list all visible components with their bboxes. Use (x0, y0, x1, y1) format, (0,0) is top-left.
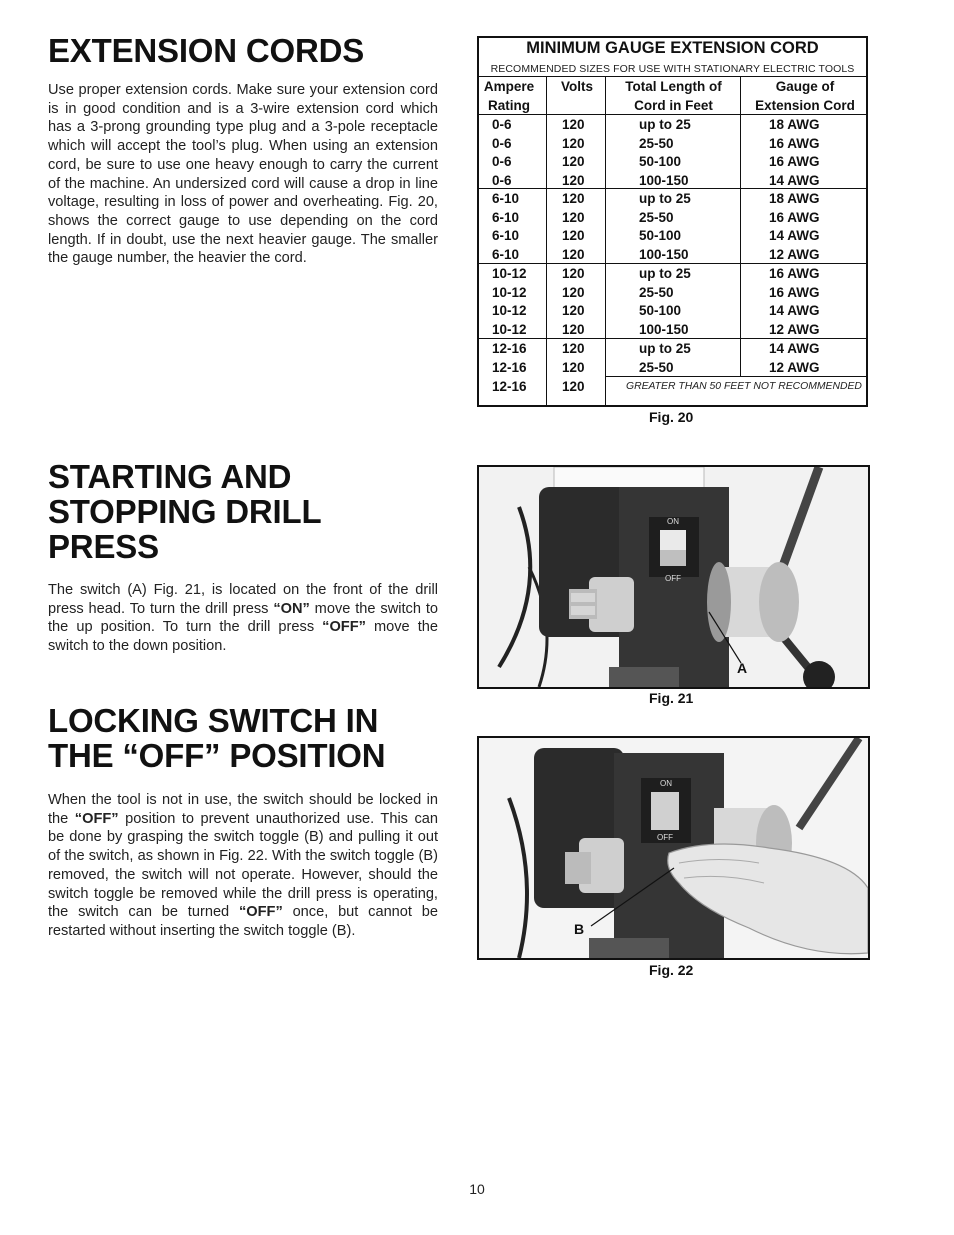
callout-b: B (574, 921, 585, 937)
table-cell: 100-150 (639, 246, 689, 262)
switch-on-label: ON (667, 517, 679, 526)
table-cell: 50-100 (639, 154, 682, 170)
table-cell: 100-150 (639, 172, 689, 188)
table-cell: 120 (562, 246, 585, 262)
table-cell: 12-16 (492, 359, 527, 375)
table-cell: 120 (562, 284, 585, 300)
table-cell: 12 AWG (769, 321, 820, 337)
figure-caption-20: Fig. 20 (649, 409, 694, 425)
table-cell: 120 (562, 172, 585, 188)
table-cell: 120 (562, 379, 585, 395)
section-title-extension-cords: EXTENSION CORDS (48, 32, 365, 69)
table-cell: 25-50 (639, 209, 674, 225)
table-cell: 120 (562, 228, 585, 244)
table-cell: 120 (562, 321, 585, 337)
table-cell: 25-50 (639, 284, 674, 300)
table-cell: 16 AWG (769, 154, 820, 170)
table-cell: 14 AWG (769, 341, 820, 356)
table-column-rule (740, 76, 741, 338)
table-cell: 50-100 (639, 303, 682, 319)
drill-press-switch-photo (477, 465, 870, 689)
table-cell: 6-10 (492, 246, 520, 262)
table-cell: 50-100 (639, 228, 682, 244)
table-cell: 25-50 (639, 135, 674, 151)
callout-a: A (737, 660, 748, 676)
section-title-starting-stopping: STARTING AND STOPPING DRILL PRESS (48, 458, 322, 565)
table-rule (479, 114, 866, 115)
table-cell: 14 AWG (769, 172, 820, 188)
table-cell: up to 25 (639, 266, 691, 281)
table-cell: 6-10 (492, 191, 520, 206)
table-cell: 10-12 (492, 321, 527, 337)
header-gauge: Gauge of Extension Cord (755, 79, 855, 113)
table-cell: 120 (562, 266, 585, 281)
table-cell: up to 25 (639, 117, 691, 132)
table-title: MINIMUM GAUGE EXTENSION CORD (526, 39, 819, 57)
table-cell: 16 AWG (769, 209, 820, 225)
table-cell: 16 AWG (769, 135, 820, 151)
table-cell: 25-50 (639, 359, 674, 375)
table-subtitle: RECOMMENDED SIZES FOR USE WITH STATIONARY ELECTRIC TOOLS (490, 63, 855, 75)
table-cell: 6-10 (492, 209, 520, 225)
switch-toggle-removal-photo (477, 736, 870, 960)
table-cell: 120 (562, 154, 585, 170)
table-cell: up to 25 (639, 191, 691, 206)
table-cell: 0-6 (492, 135, 512, 151)
page-number: 10 (469, 1181, 485, 1197)
table-cell: 0-6 (492, 117, 512, 132)
table-cell: 120 (562, 117, 585, 132)
locking-switch-body: When the tool is not in use, the switch should be locked in the “OFF” position to prevent unauthorized use. This can be done by grasping the switch toggle (B) and pulling it out of the switch, as shown in Fig. 22. With the switch toggle (B) removed, the switch will not operate. However, should the switch toggle be removed while the drill press is operating, the switch can be turned “OFF” once, but cannot be restarted without inserting the switch toggle (B). (48, 792, 439, 939)
section-title-locking-switch: LOCKING SWITCH IN THE “OFF” POSITION (48, 702, 386, 774)
table-cell: 18 AWG (769, 191, 820, 206)
table-cell: 16 AWG (769, 266, 820, 281)
table-cell: 100-150 (639, 321, 689, 337)
extension-cord-table (477, 36, 868, 407)
table-cell: 6-10 (492, 228, 520, 244)
table-column-rule (605, 76, 606, 405)
table-cell: 120 (562, 303, 585, 319)
table-cell: 12-16 (492, 341, 527, 356)
table-cell: 12 AWG (769, 246, 820, 262)
table-rule (479, 76, 866, 77)
switch-on-label: ON (660, 779, 672, 788)
table-cell: 16 AWG (769, 284, 820, 300)
header-volts: Volts (560, 79, 593, 94)
table-cell: 10-12 (492, 284, 527, 300)
figure-caption-22: Fig. 22 (649, 962, 694, 978)
header-total-length: Total Length of Cord in Feet (625, 79, 722, 113)
table-cell: 10-12 (492, 303, 527, 319)
table-cell: 10-12 (492, 266, 527, 281)
table-column-rule (546, 76, 547, 405)
table-cell: up to 25 (639, 341, 691, 356)
table-cell: 0-6 (492, 154, 512, 170)
extension-cords-body: Use proper extension cords. Make sure your extension cord is in good condition and is a 3-wire extension cord which has a 3-prong grounding type plug and a 3-pole receptacle which will accept the tool’s plug. When using an extension cord, be sure to use one heavy enough to carry the current of the machine. An undersized cord will cause a drop in line voltage, resulting in loss of power and overheating. Fig. 20, shows the correct gauge to use depending on the cord length. If in doubt, use the next heavier gauge. The smaller the gauge number, the heavier the cord. (48, 82, 438, 267)
table-cell: 120 (562, 341, 585, 356)
table-cell: 12 AWG (769, 359, 820, 375)
table-column-rule (740, 338, 741, 376)
table-cell: 14 AWG (769, 303, 820, 319)
figure-caption-21: Fig. 21 (649, 690, 694, 706)
table-cell: 0-6 (492, 172, 512, 188)
table-cell: 14 AWG (769, 228, 820, 244)
table-cell: 120 (562, 135, 585, 151)
header-ampere-rating: Ampere Rating (483, 79, 535, 113)
table-cell: 120 (562, 209, 585, 225)
table-cell: 120 (562, 359, 585, 375)
table-cell: 18 AWG (769, 117, 820, 132)
table-cell: 12-16 (492, 379, 527, 395)
switch-off-label: OFF (665, 574, 681, 583)
table-note: GREATER THAN 50 FEET NOT RECOMMENDED (626, 381, 862, 392)
table-cell: 120 (562, 191, 585, 206)
switch-off-label: OFF (657, 833, 673, 842)
starting-stopping-body: The switch (A) Fig. 21, is located on the front of the drill press head. To turn the drill press “ON” move the switch to the up position. To turn the drill press “OFF” move the switch to the down position. (48, 582, 438, 655)
